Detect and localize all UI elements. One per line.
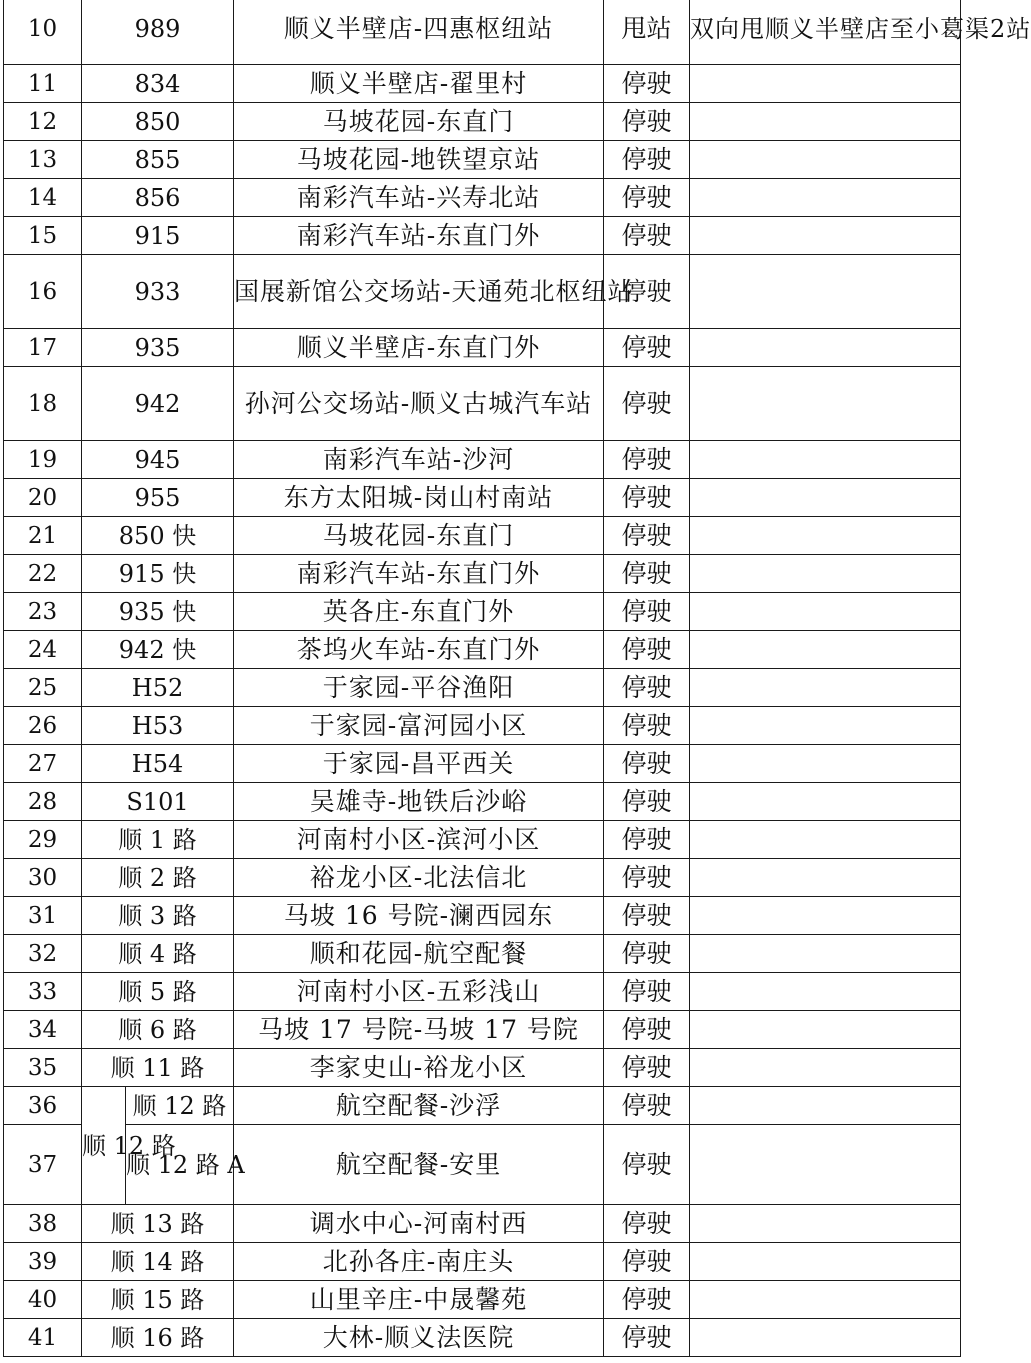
table-row (4, 935, 961, 973)
service-status: 停驶 (604, 517, 690, 555)
route-terminals: 南彩汽车站-东直门外 (234, 555, 604, 593)
table-row (4, 973, 961, 1011)
table-row (4, 631, 961, 669)
route-number: 850 (82, 103, 234, 141)
table-row (4, 329, 961, 367)
table-row (4, 0, 961, 65)
route-terminals: 马坡 16 号院-澜西园东 (234, 897, 604, 935)
note (690, 517, 961, 555)
table-row (4, 821, 961, 859)
table-row (4, 707, 961, 745)
service-status: 停驶 (604, 821, 690, 859)
service-status: 停驶 (604, 179, 690, 217)
row-number: 37 (4, 1125, 82, 1205)
route-number: 顺 12 路 A (126, 1125, 234, 1205)
table-row (4, 859, 961, 897)
service-status: 停驶 (604, 707, 690, 745)
service-status: 停驶 (604, 973, 690, 1011)
row-number: 13 (4, 141, 82, 179)
route-terminals: 南彩汽车站-沙河 (234, 441, 604, 479)
service-status: 停驶 (604, 329, 690, 367)
table-row (4, 217, 961, 255)
route-terminals: 航空配餐-沙浮 (234, 1087, 604, 1125)
route-terminals: 于家园-富河园小区 (234, 707, 604, 745)
note (690, 783, 961, 821)
row-number: 24 (4, 631, 82, 669)
note (690, 1125, 961, 1205)
route-terminals: 裕龙小区-北法信北 (234, 859, 604, 897)
route-number: 942 (82, 367, 234, 441)
route-number: 顺 14 路 (82, 1243, 234, 1281)
row-number: 19 (4, 441, 82, 479)
row-number: 30 (4, 859, 82, 897)
route-terminals: 孙河公交场站-顺义古城汽车站 (234, 367, 604, 441)
service-status: 停驶 (604, 1205, 690, 1243)
service-status: 停驶 (604, 1281, 690, 1319)
table-row (4, 141, 961, 179)
route-number: 顺 12 路 (126, 1087, 234, 1125)
service-status: 停驶 (604, 255, 690, 329)
note (690, 1205, 961, 1243)
table-row (4, 1281, 961, 1319)
route-terminals: 于家园-昌平西关 (234, 745, 604, 783)
route-number: 顺 11 路 (82, 1049, 234, 1087)
service-status: 停驶 (604, 1319, 690, 1357)
note (690, 179, 961, 217)
service-status: 停驶 (604, 65, 690, 103)
service-status: 停驶 (604, 1125, 690, 1205)
route-number: 顺 4 路 (82, 935, 234, 973)
note (690, 973, 961, 1011)
table-row (4, 479, 961, 517)
row-number: 35 (4, 1049, 82, 1087)
route-terminals: 国展新馆公交场站-天通苑北枢纽站 (234, 255, 604, 329)
row-number: 16 (4, 255, 82, 329)
row-number: 22 (4, 555, 82, 593)
row-number: 21 (4, 517, 82, 555)
note (690, 859, 961, 897)
note (690, 1243, 961, 1281)
service-status: 停驶 (604, 669, 690, 707)
table-row (4, 669, 961, 707)
route-group: 顺 12 路 (82, 1087, 126, 1205)
note (690, 1049, 961, 1087)
note (690, 367, 961, 441)
row-number: 23 (4, 593, 82, 631)
route-terminals: 河南村小区-五彩浅山 (234, 973, 604, 1011)
table-row (4, 517, 961, 555)
route-number: 顺 13 路 (82, 1205, 234, 1243)
row-number: 12 (4, 103, 82, 141)
note (690, 1011, 961, 1049)
table-row (4, 783, 961, 821)
table-row (4, 1205, 961, 1243)
row-number: 18 (4, 367, 82, 441)
note (690, 821, 961, 859)
row-number: 40 (4, 1281, 82, 1319)
route-suspension-table (3, 0, 1031, 1357)
service-status: 停驶 (604, 1243, 690, 1281)
note (690, 141, 961, 179)
route-terminals: 马坡 17 号院-马坡 17 号院 (234, 1011, 604, 1049)
service-status: 停驶 (604, 217, 690, 255)
row-number: 31 (4, 897, 82, 935)
route-number: H54 (82, 745, 234, 783)
route-number: H53 (82, 707, 234, 745)
route-terminals: 山里辛庄-中晟馨苑 (234, 1281, 604, 1319)
route-number: H52 (82, 669, 234, 707)
row-number: 11 (4, 65, 82, 103)
service-status: 停驶 (604, 783, 690, 821)
row-number: 36 (4, 1087, 82, 1125)
route-terminals: 顺和花园-航空配餐 (234, 935, 604, 973)
route-number: 915 (82, 217, 234, 255)
note (690, 329, 961, 367)
service-status: 停驶 (604, 479, 690, 517)
route-number: S101 (82, 783, 234, 821)
route-number: 935 快 (82, 593, 234, 631)
route-terminals: 顺义半壁店-东直门外 (234, 329, 604, 367)
service-status: 停驶 (604, 103, 690, 141)
table-row (4, 367, 961, 441)
note (690, 1319, 961, 1357)
table-row (4, 1243, 961, 1281)
note (690, 1281, 961, 1319)
route-number: 942 快 (82, 631, 234, 669)
table-row (4, 1087, 961, 1125)
row-number: 34 (4, 1011, 82, 1049)
note (690, 441, 961, 479)
table-row (4, 441, 961, 479)
note (690, 103, 961, 141)
service-status: 停驶 (604, 141, 690, 179)
route-number: 855 (82, 141, 234, 179)
note (690, 897, 961, 935)
route-terminals: 航空配餐-安里 (234, 1125, 604, 1205)
row-number: 10 (4, 0, 82, 65)
row-number: 38 (4, 1205, 82, 1243)
route-terminals: 河南村小区-滨河小区 (234, 821, 604, 859)
table-row (4, 555, 961, 593)
table-row (4, 1319, 961, 1357)
row-number: 32 (4, 935, 82, 973)
row-number: 41 (4, 1319, 82, 1357)
route-number: 顺 6 路 (82, 1011, 234, 1049)
service-status: 停驶 (604, 859, 690, 897)
note (690, 593, 961, 631)
row-number: 17 (4, 329, 82, 367)
row-number: 14 (4, 179, 82, 217)
table-row (4, 65, 961, 103)
route-number: 顺 1 路 (82, 821, 234, 859)
table-row (4, 745, 961, 783)
row-number: 15 (4, 217, 82, 255)
route-number: 935 (82, 329, 234, 367)
route-terminals: 大林-顺义法医院 (234, 1319, 604, 1357)
route-terminals: 顺义半壁店-四惠枢纽站 (234, 0, 604, 65)
note (690, 217, 961, 255)
table-row (4, 1011, 961, 1049)
row-number: 33 (4, 973, 82, 1011)
row-number: 20 (4, 479, 82, 517)
table-row (4, 179, 961, 217)
row-number: 29 (4, 821, 82, 859)
row-number: 28 (4, 783, 82, 821)
route-terminals: 调水中心-河南村西 (234, 1205, 604, 1243)
route-terminals: 北孙各庄-南庄头 (234, 1243, 604, 1281)
table-row (4, 255, 961, 329)
note (690, 479, 961, 517)
service-status: 停驶 (604, 897, 690, 935)
service-status: 停驶 (604, 441, 690, 479)
note (690, 555, 961, 593)
route-terminals: 南彩汽车站-东直门外 (234, 217, 604, 255)
service-status: 停驶 (604, 1011, 690, 1049)
route-terminals: 茶坞火车站-东直门外 (234, 631, 604, 669)
note (690, 707, 961, 745)
service-status: 停驶 (604, 367, 690, 441)
service-status: 停驶 (604, 593, 690, 631)
route-number: 顺 16 路 (82, 1319, 234, 1357)
route-number: 顺 5 路 (82, 973, 234, 1011)
route-terminals: 南彩汽车站-兴寿北站 (234, 179, 604, 217)
route-number: 933 (82, 255, 234, 329)
route-number: 856 (82, 179, 234, 217)
row-number: 25 (4, 669, 82, 707)
table-row (4, 593, 961, 631)
route-terminals: 马坡花园-东直门 (234, 103, 604, 141)
route-number: 834 (82, 65, 234, 103)
route-terminals: 东方太阳城-岗山村南站 (234, 479, 604, 517)
route-number: 915 快 (82, 555, 234, 593)
route-number: 顺 3 路 (82, 897, 234, 935)
route-terminals: 马坡花园-地铁望京站 (234, 141, 604, 179)
route-terminals: 英各庄-东直门外 (234, 593, 604, 631)
route-number: 989 (82, 0, 234, 65)
note (690, 631, 961, 669)
note (690, 935, 961, 973)
route-number: 945 (82, 441, 234, 479)
route-terminals: 顺义半壁店-翟里村 (234, 65, 604, 103)
service-status: 停驶 (604, 555, 690, 593)
route-terminals: 马坡花园-东直门 (234, 517, 604, 555)
table-row (4, 1049, 961, 1087)
route-number: 顺 15 路 (82, 1281, 234, 1319)
note (690, 1087, 961, 1125)
row-number: 26 (4, 707, 82, 745)
row-number: 39 (4, 1243, 82, 1281)
note (690, 669, 961, 707)
route-number: 850 快 (82, 517, 234, 555)
route-number: 955 (82, 479, 234, 517)
route-terminals: 吴雄寺-地铁后沙峪 (234, 783, 604, 821)
note (690, 65, 961, 103)
service-status: 停驶 (604, 745, 690, 783)
route-number: 顺 2 路 (82, 859, 234, 897)
service-status: 停驶 (604, 631, 690, 669)
service-status: 甩站 (604, 0, 690, 65)
note (690, 745, 961, 783)
table-row (4, 897, 961, 935)
route-terminals: 李家史山-裕龙小区 (234, 1049, 604, 1087)
route-terminals: 于家园-平谷渔阳 (234, 669, 604, 707)
service-status: 停驶 (604, 1049, 690, 1087)
row-number: 27 (4, 745, 82, 783)
note: 双向甩顺义半壁店至小葛渠2站 (690, 0, 961, 65)
service-status: 停驶 (604, 1087, 690, 1125)
table-row (4, 103, 961, 141)
service-status: 停驶 (604, 935, 690, 973)
note (690, 255, 961, 329)
